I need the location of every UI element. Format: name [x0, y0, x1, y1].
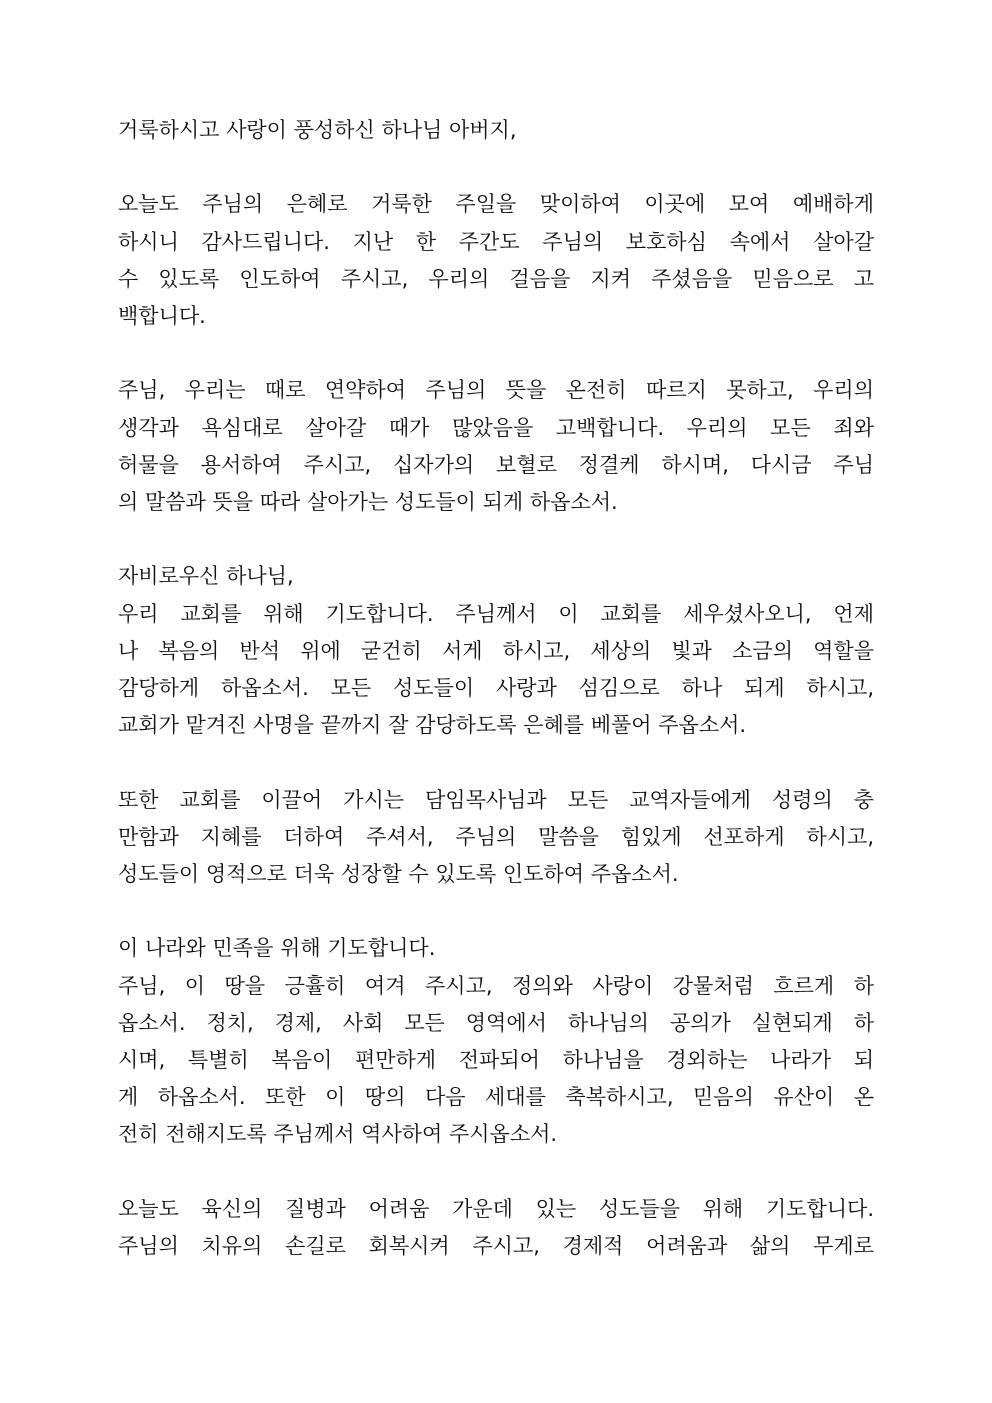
- text-line: 전히 전해지도록 주님께서 역사하여 주시옵소서.: [118, 1122, 558, 1147]
- text-line: 나 복음의 반석 위에 굳건히 서게 하시고, 세상의 빛과 소금의 역할을: [118, 638, 874, 663]
- paragraph-1: [118, 112, 874, 149]
- prayer-text: [118, 112, 874, 1302]
- text-line: 수 있도록 인도하여 주시고, 우리의 걸음을 지켜 주셨음을 믿음으로 고: [118, 266, 874, 291]
- paragraph-3: [118, 372, 874, 521]
- text-line: 감당하게 하옵소서. 모든 성도들이 사랑과 섬김으로 하나 되게 하시고,: [118, 676, 874, 700]
- text-line: 허물을 용서하여 주시고, 십자가의 보혈로 정결케 하시며, 다시금 주님: [118, 452, 874, 477]
- text-line: 자비로우신 하나님,: [118, 564, 294, 589]
- text-line: 백합니다.: [118, 304, 206, 328]
- text-line: 우리 교회를 위해 기도합니다. 주님께서 이 교회를 세우셨사오니, 언제: [118, 601, 874, 626]
- text-line: 또한 교회를 이끌어 가시는 담임목사님과 모든 교역자들에게 성령의 충: [118, 787, 874, 812]
- text-line: 게 하옵소서. 또한 이 땅의 다음 세대를 축복하시고, 믿음의 유산이 온: [118, 1085, 874, 1110]
- paragraph-4: [118, 558, 874, 744]
- text-line: 생각과 욕심대로 살아갈 때가 많았음을 고백합니다. 우리의 모든 죄와: [118, 415, 874, 440]
- paragraph-7: [118, 1191, 874, 1265]
- text-line: 옵소서. 정치, 경제, 사회 모든 영역에서 하나님의 공의가 실현되게 하: [118, 1010, 874, 1035]
- text-line: 성도들이 영적으로 더욱 성장할 수 있도록 인도하여 주옵소서.: [118, 862, 679, 886]
- text-line: 만함과 지혜를 더하여 주셔서, 주님의 말씀을 힘있게 선포하게 하시고,: [118, 824, 874, 849]
- text-line: 교회가 맡겨진 사명을 끝까지 잘 감당하도록 은혜를 베풀어 주옵소서.: [118, 713, 747, 738]
- text-line: 주님, 이 땅을 긍휼히 여겨 주시고, 정의와 사랑이 강물처럼 흐르게 하: [118, 973, 874, 998]
- text-line: 시며, 특별히 복음이 편만하게 전파되어 하나님을 경외하는 나라가 되: [118, 1048, 874, 1072]
- text-line: 오늘도 주님의 은혜로 거룩한 주일을 맞이하여 이곳에 모여 예배하게: [118, 192, 874, 217]
- text-line: 거룩하시고 사랑이 풍성하신 하나님 아버지,: [118, 118, 517, 142]
- paragraph-2: [118, 186, 874, 335]
- text-line: 주님, 우리는 때로 연약하여 주님의 뜻을 온전히 따르지 못하고, 우리의: [118, 378, 874, 403]
- text-line: 오늘도 육신의 질병과 어려움 가운데 있는 성도들을 위해 기도합니다.: [118, 1196, 874, 1221]
- paragraph-6: [118, 930, 874, 1153]
- text-line: 이 나라와 민족을 위해 기도합니다.: [118, 936, 436, 961]
- text-line: 하시니 감사드립니다. 지난 한 주간도 주님의 보호하심 속에서 살아갈: [118, 229, 874, 254]
- text-line: 의 말씀과 뜻을 따라 살아가는 성도들이 되게 하옵소서.: [118, 490, 618, 514]
- text-line: 주님의 치유의 손길로 회복시켜 주시고, 경제적 어려움과 삶의 무게로: [118, 1234, 874, 1258]
- paragraph-5: [118, 782, 874, 894]
